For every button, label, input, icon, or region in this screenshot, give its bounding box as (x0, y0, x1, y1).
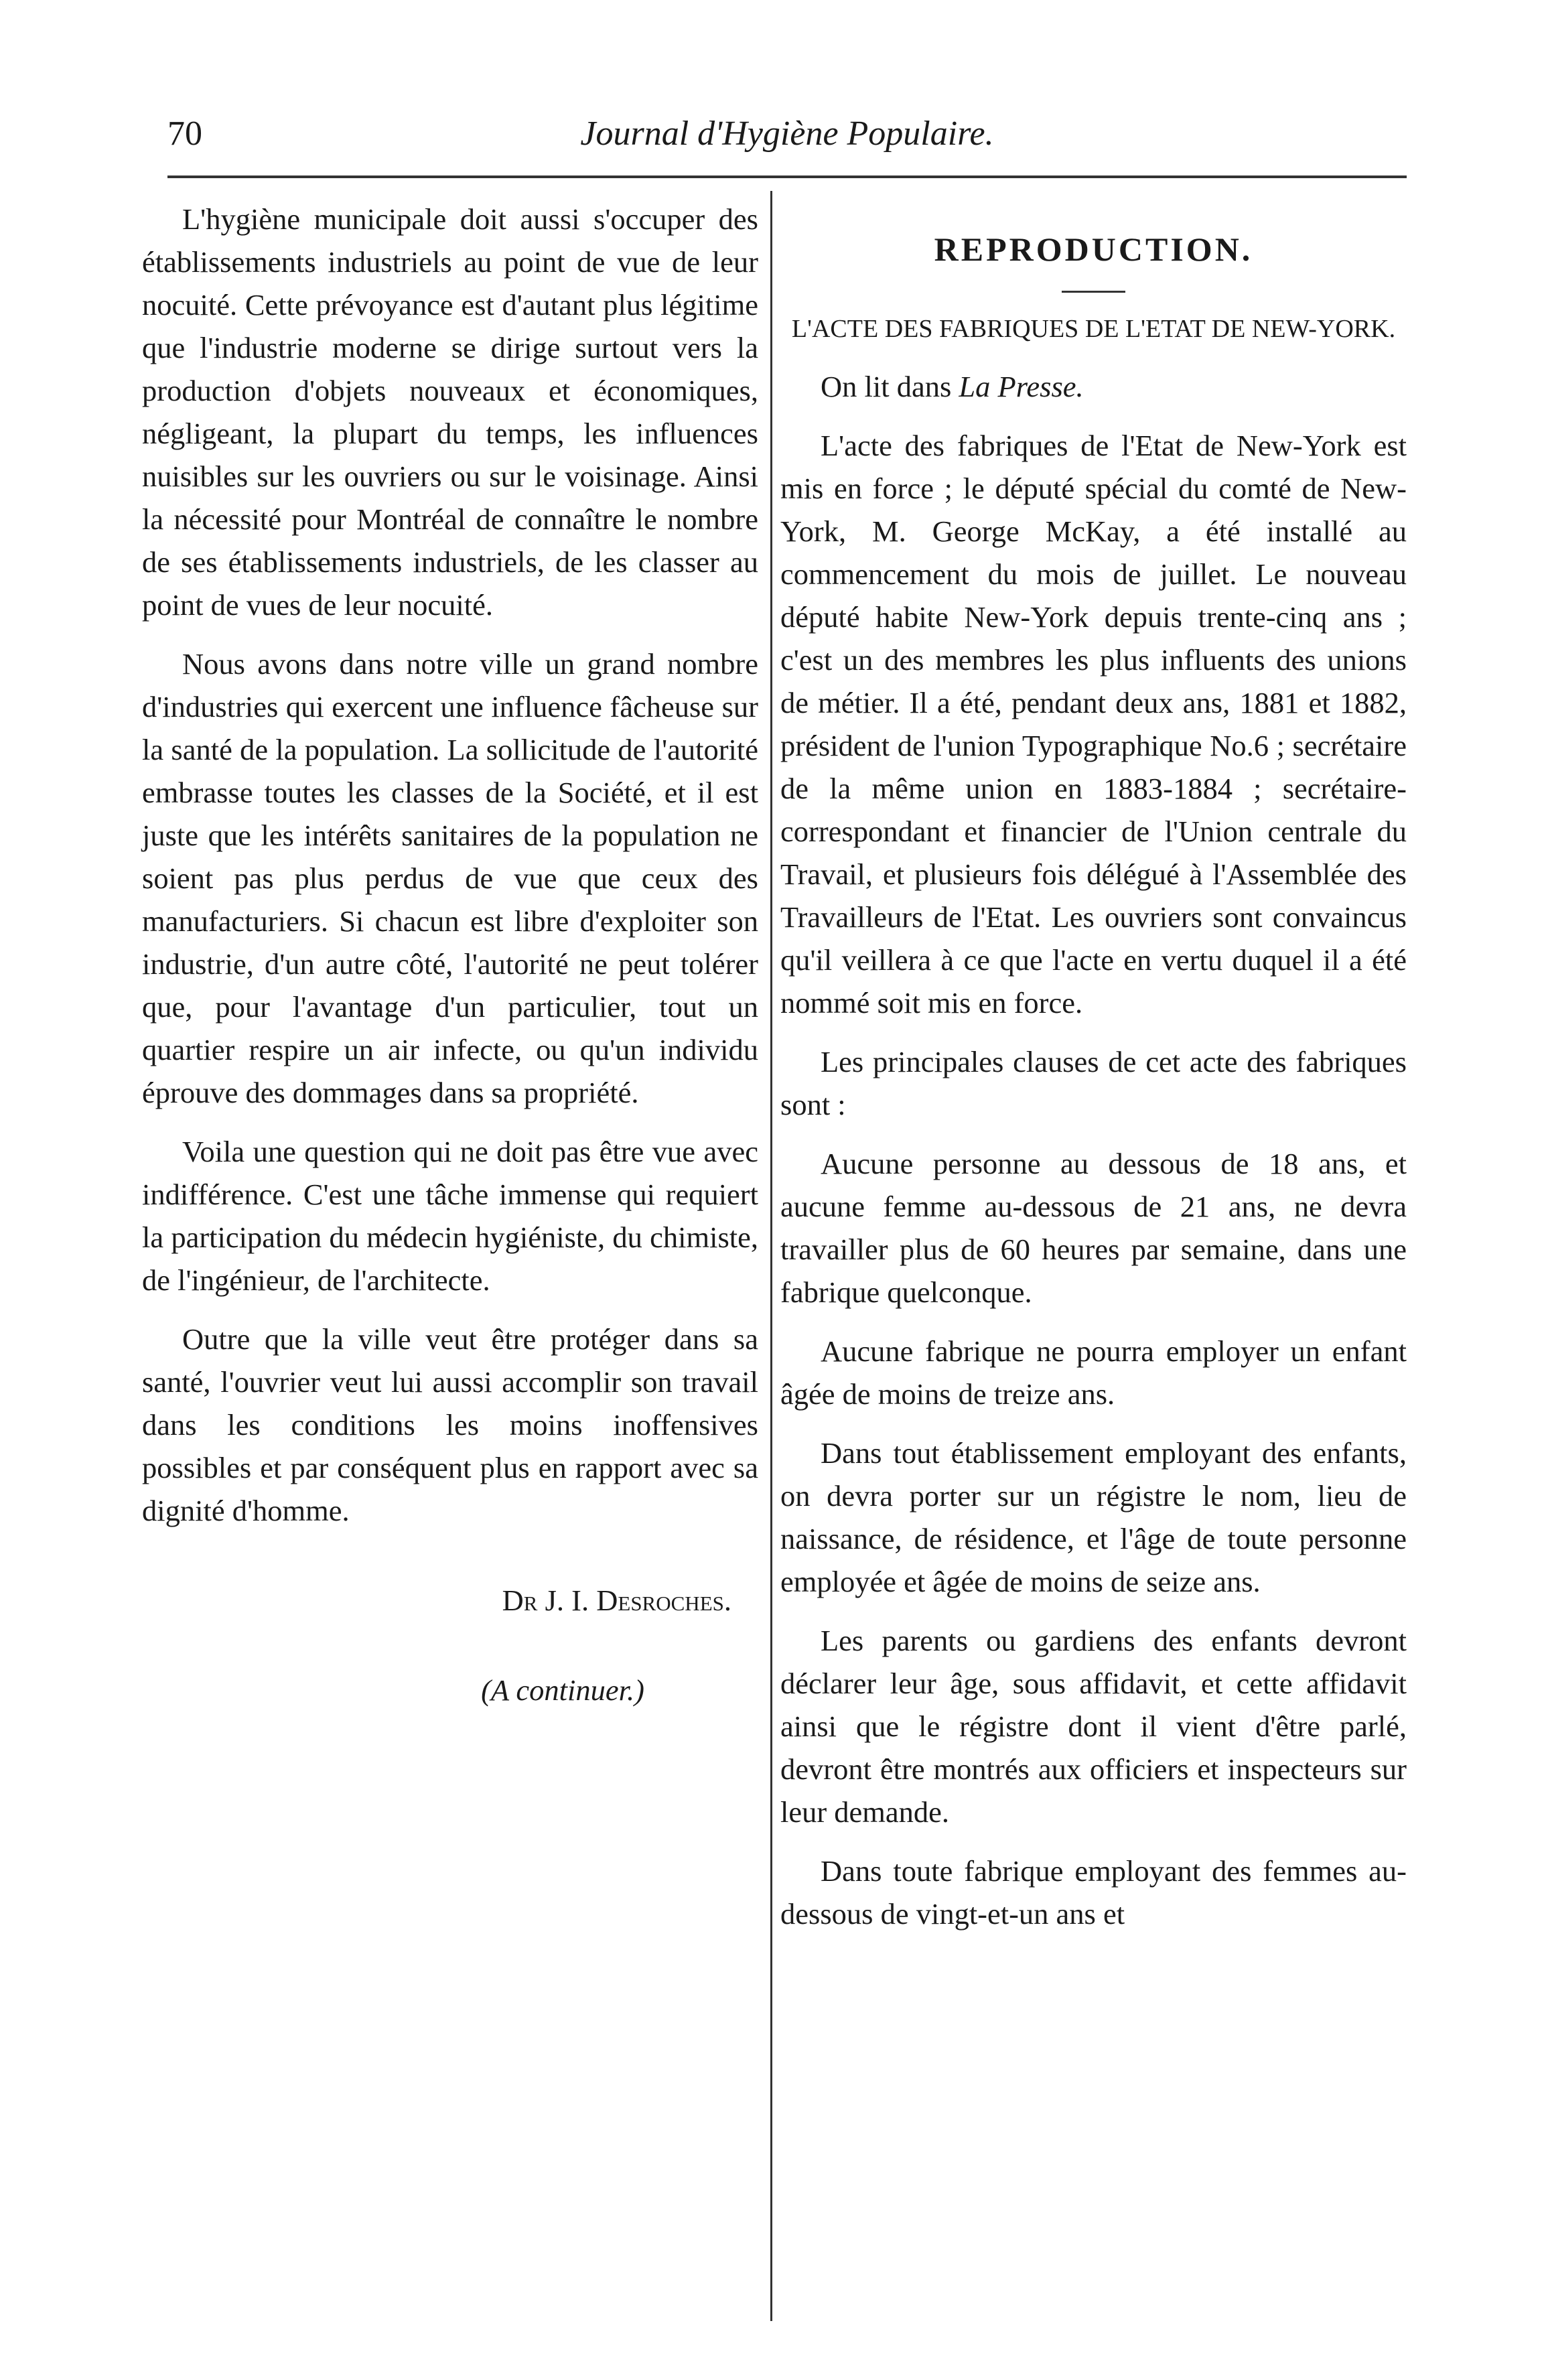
paragraph: Dans tout établissement employant des enfants, on devra porter sur un régistre le nom, lieu de naissance, de résidence, et l'âge de toute personne employée et âgée de moins de seize ans. (780, 1436, 1407, 1598)
column-divider (770, 191, 772, 2321)
source-name: La Presse. (959, 370, 1084, 403)
page-number: 70 (167, 115, 202, 153)
paragraph: Les principales clauses de cet acte des fabriques sont : (780, 1045, 1407, 1121)
right-column (780, 198, 1407, 1951)
section-title: REPRODUCTION. (934, 230, 1253, 268)
source-line (780, 365, 1407, 408)
article-title: L'ACTE DES FABRIQUES DE L'ETAT DE NEW-YORK. (791, 315, 1396, 343)
paragraph: Nous avons dans notre ville un grand nombre d'industries qui exercent une influence fâcheuse sur la santé de la population. La sollicitude de l'autorité embrasse toutes les classes de la Société, et il est juste que les intérêts sanitaires de la population ne soient pas plus perdus de vue que ceux des manufacturiers. Si chacun est libre d'exploiter son industrie, d'un autre côté, l'autorité ne peut tolérer que, pour l'avantage d'un particulier, tout un quartier respire un air infecte, ou qu'un individu éprouve des dommages dans sa propriété. (142, 647, 758, 1109)
paragraph: Voila une question qui ne doit pas être vue avec indifférence. C'est une tâche immense qui requiert la participation du médecin hygiéniste, du chimiste, de l'ingénieur, de l'architecte. (142, 1135, 758, 1297)
paragraph: Dans toute fabrique employant des femmes au-dessous de vingt-et-un ans et (780, 1854, 1407, 1931)
paragraph: Outre que la ville veut être protéger dans sa santé, l'ouvrier veut lui aussi accomplir son travail dans les conditions les moins inoffensives possibles et par conséquent plus en rapport avec sa dignité d'homme. (142, 1322, 758, 1527)
continued-note: (A continuer.) (481, 1673, 644, 1707)
running-title: Journal d'Hygiène Populaire. (580, 115, 994, 153)
paragraph: L'acte des fabriques de l'Etat de New-York est mis en force ; le député spécial du comté de New-York, M. George McKay, a été installé au commencement du mois de juillet. Le nouveau député habite New-York depuis trente-cinq ans ; c'est un des membres les plus influents des unions de métier. Il a été, pendant deux ans, 1881 et 1882, président de l'union Typographique No.6 ; secrétaire de la même union en 1883-1884 ; secrétaire-correspondant et financier de l'Union centrale du Travail, et plusieurs fois délégué à l'Assemblée des Travailleurs de l'Etat. Les ouvriers sont convaincus qu'il veillera à ce que l'acte en vertu duquel il a été nommé soit mis en force. (780, 429, 1407, 1020)
left-column (142, 198, 758, 1711)
author-signature: Dr J. I. Desroches. (502, 1584, 731, 1617)
header-rule (167, 176, 1407, 178)
paragraph: Aucune personne au dessous de 18 ans, et aucune femme au-dessous de 21 ans, ne devra travailler plus de 60 heures par semaine, dans une fabrique quelconque. (780, 1147, 1407, 1309)
page-header (167, 107, 1407, 167)
paragraph: L'hygiène municipale doit aussi s'occuper des établissements industriels au point de vue de leur nocuité. Cette prévoyance est d'autant plus légitime que l'industrie moderne se dirige surtout vers la production d'objets nouveaux et économiques, négligeant, la plupart du temps, les influences nuisibles sur les ouvriers ou sur le voisinage. Ainsi la nécessité pour Montréal de connaître le nombre de ses établissements industriels, de les classer au point de vues de leur nocuité. (142, 202, 758, 622)
paragraph: Aucune fabrique ne pourra employer un enfant âgée de moins de treize ans. (780, 1334, 1407, 1411)
source-prefix: On lit dans (821, 370, 959, 403)
title-rule (1062, 291, 1125, 293)
paragraph: Les parents ou gardiens des enfants devront déclarer leur âge, sous affidavit, et cette affidavit ainsi que le régistre dont il vient d'être parlé, devront être montrés aux officiers et inspecteurs sur leur demande. (780, 1624, 1407, 1829)
